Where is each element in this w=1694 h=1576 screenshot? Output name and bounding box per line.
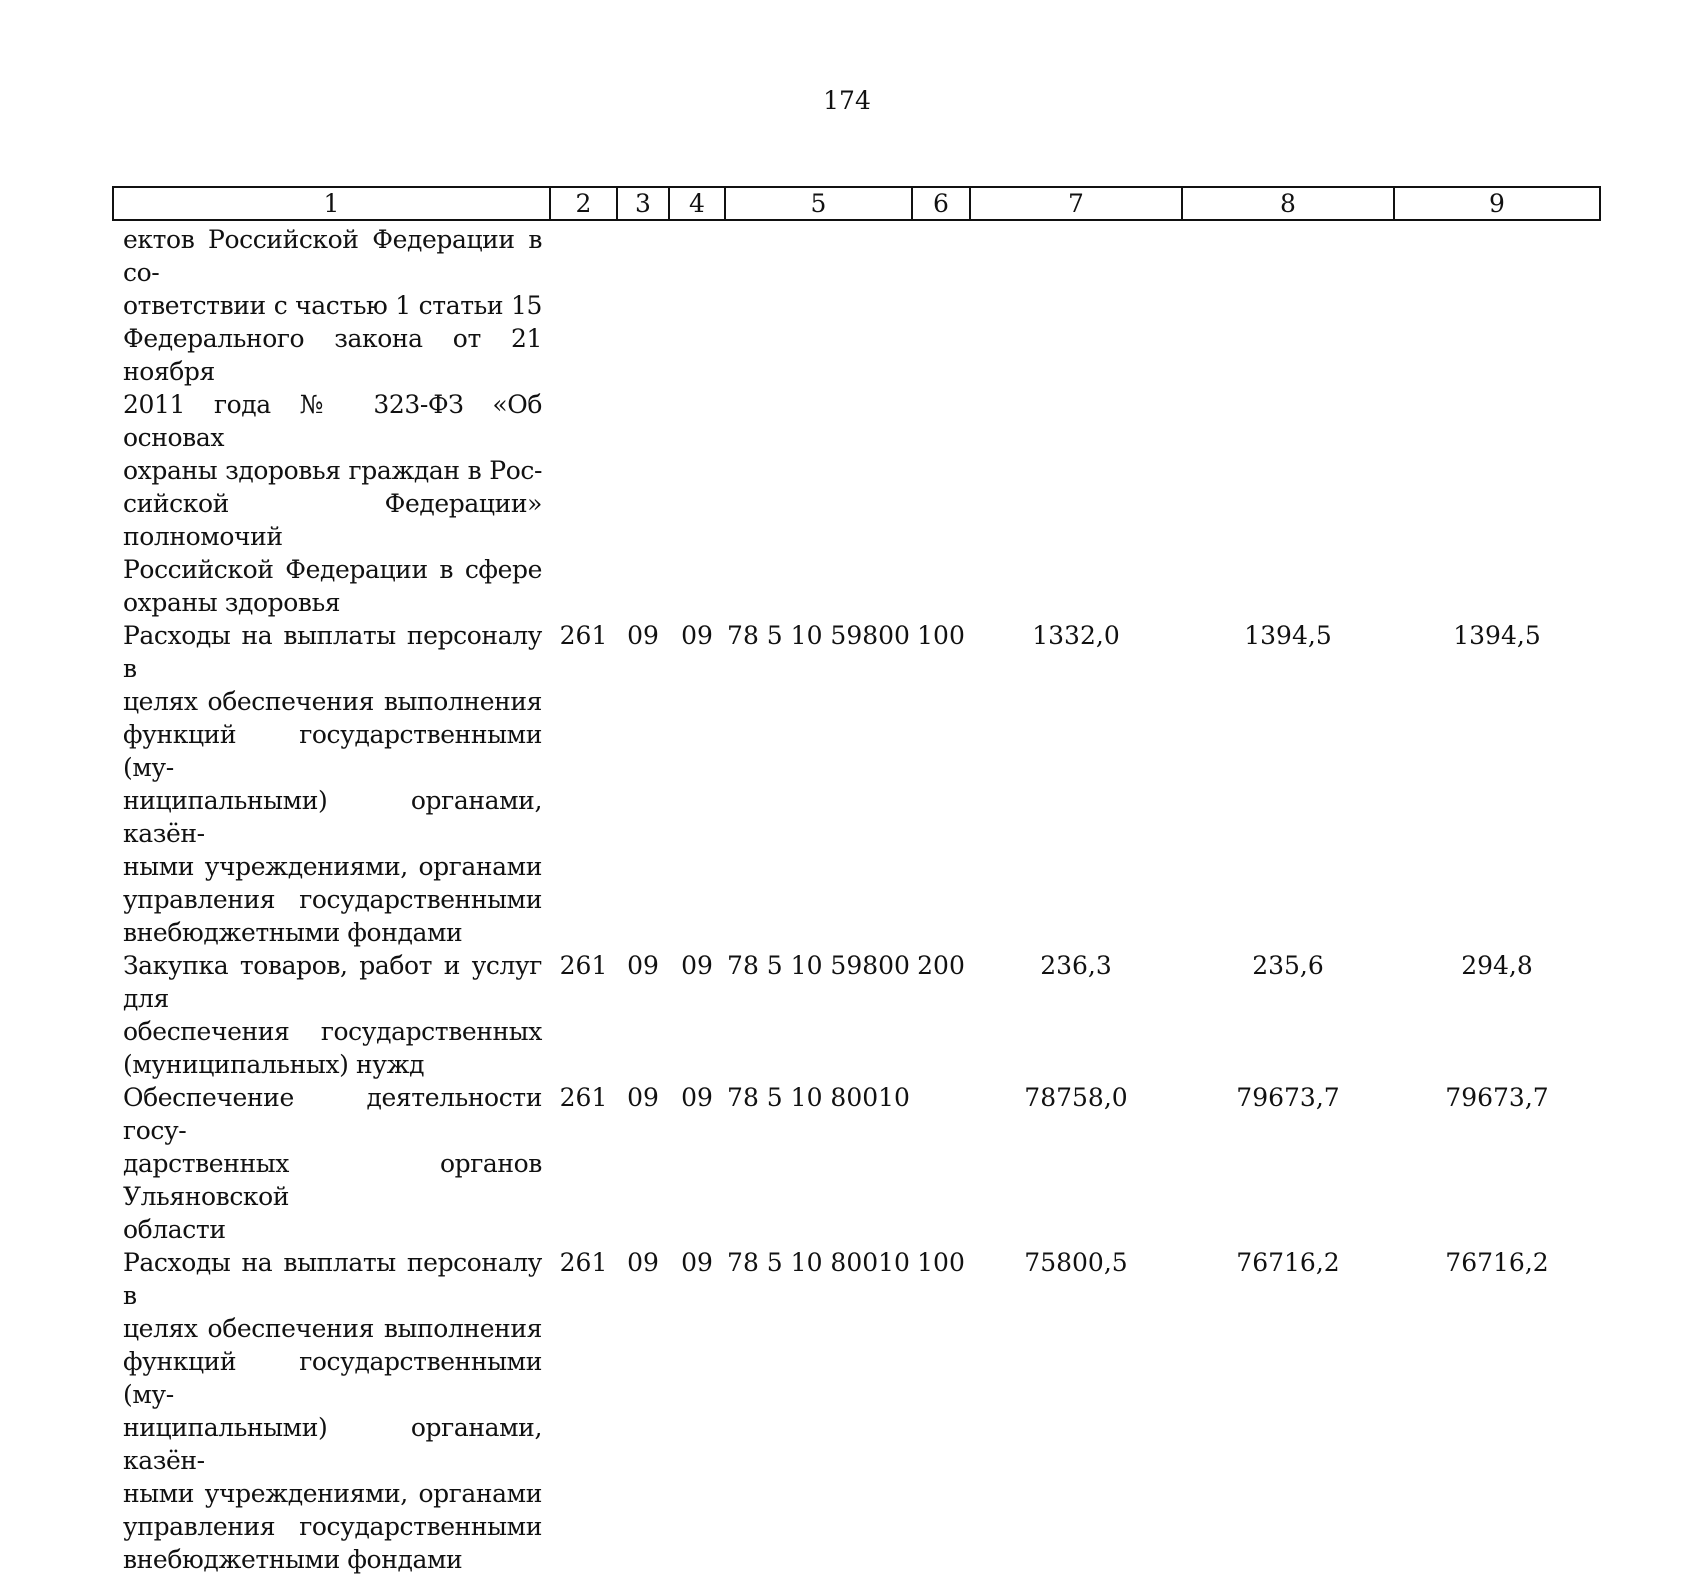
amount-col-7: 236,3 [1040, 951, 1112, 980]
subsection-code [669, 220, 725, 619]
description-line: охраны здоровья граждан в Рос- [123, 456, 542, 485]
amount-col-7 [970, 220, 1182, 619]
description-line: дарственных органов Ульяновской [123, 1149, 542, 1211]
table-row [113, 949, 1600, 1081]
description-line: (муниципальных) нужд [123, 1050, 425, 1079]
expense-type-code: 200 [917, 951, 965, 980]
description-line: функций государственными (му- [123, 1347, 542, 1409]
section-code [617, 220, 669, 619]
description-line: Российской Федерации в сфере [123, 555, 542, 584]
header-cell: 2 [550, 187, 617, 220]
description-line: Закупка товаров, работ и услуг для [123, 951, 542, 1013]
description-line: внебюджетными фондами [123, 918, 463, 947]
row-description [113, 220, 550, 619]
description-line: целях обеспечения выполнения [123, 687, 542, 716]
header-cell: 7 [970, 187, 1182, 220]
table-row [113, 1081, 1600, 1246]
header-cell: 9 [1394, 187, 1600, 220]
section-code: 09 [627, 621, 659, 650]
row-description [113, 949, 550, 1081]
row-description [113, 1081, 550, 1246]
description-line: Обеспечение деятельности госу- [123, 1083, 542, 1145]
expense-type-code: 100 [917, 621, 965, 650]
description-line: внебюджетными фондами [123, 1545, 463, 1574]
description-line: Федерального закона от 21 ноября [123, 324, 542, 386]
section-code: 09 [627, 1083, 659, 1112]
description-line: 2011 года № 323-ФЗ «Об основах [123, 390, 542, 452]
amount-col-8: 76716,2 [1236, 1248, 1340, 1277]
description-line: охраны здоровья [123, 588, 341, 617]
amount-col-8: 79673,7 [1236, 1083, 1340, 1112]
subsection-code: 09 [681, 1248, 713, 1277]
page-number: 174 [823, 86, 871, 115]
row-description [113, 619, 550, 949]
table-row [113, 619, 1600, 949]
target-article-code: 78 5 10 59800 [727, 951, 910, 980]
expense-type-code: 100 [917, 1248, 965, 1277]
header-cell: 3 [617, 187, 669, 220]
description-line: Расходы на выплаты персоналу в [123, 1248, 542, 1310]
ved-code: 261 [559, 621, 608, 650]
target-article-code: 78 5 10 80010 [727, 1248, 910, 1277]
amount-col-8 [1182, 220, 1394, 619]
amount-col-9: 76716,2 [1445, 1248, 1549, 1277]
section-code: 09 [627, 1248, 659, 1277]
table-row [113, 220, 1600, 619]
description-line: управления государственными [123, 885, 542, 914]
description-line: Расходы на выплаты персоналу в [123, 621, 542, 683]
description-line: ектов Российской Федерации в со- [123, 225, 542, 287]
row-description [113, 1246, 550, 1576]
header-row [113, 187, 1600, 220]
header-cell: 5 [725, 187, 912, 220]
amount-col-7: 75800,5 [1024, 1248, 1128, 1277]
description-line: обеспечения государственных [123, 1017, 542, 1046]
description-line: целях обеспечения выполнения [123, 1314, 542, 1343]
description-line: ответствии с частью 1 статьи 15 [123, 291, 542, 320]
ved-code [550, 220, 617, 619]
amount-col-9: 294,8 [1461, 951, 1533, 980]
subsection-code: 09 [681, 1083, 713, 1112]
amount-col-9: 79673,7 [1445, 1083, 1549, 1112]
target-article-code: 78 5 10 59800 [727, 621, 910, 650]
target-article-code [725, 220, 912, 619]
description-line: управления государственными [123, 1512, 542, 1541]
subsection-code: 09 [681, 951, 713, 980]
description-line: ными учреждениями, органами [123, 852, 542, 881]
expense-type-code [912, 220, 970, 619]
header-cell: 4 [669, 187, 725, 220]
expense-type-code [912, 1081, 970, 1246]
section-code: 09 [627, 951, 659, 980]
table-body [113, 220, 1600, 1576]
header-cell: 8 [1182, 187, 1394, 220]
budget-table [112, 186, 1601, 1576]
ved-code: 261 [559, 1248, 608, 1277]
amount-col-8: 235,6 [1252, 951, 1324, 980]
amount-col-9: 1394,5 [1453, 621, 1541, 650]
description-line: сийской Федерации» полномочий [123, 489, 542, 551]
description-line: ниципальными) органами, казён- [123, 1413, 542, 1475]
amount-col-9 [1394, 220, 1600, 619]
header-cell: 1 [113, 187, 550, 220]
ved-code: 261 [559, 1083, 608, 1112]
amount-col-7: 1332,0 [1032, 621, 1120, 650]
description-line: ными учреждениями, органами [123, 1479, 542, 1508]
description-line: функций государственными (му- [123, 720, 542, 782]
table-row [113, 1246, 1600, 1576]
target-article-code: 78 5 10 80010 [727, 1083, 910, 1112]
description-line: ниципальными) органами, казён- [123, 786, 542, 848]
description-line: области [123, 1215, 226, 1244]
subsection-code: 09 [681, 621, 713, 650]
amount-col-8: 1394,5 [1244, 621, 1332, 650]
header-cell: 6 [912, 187, 970, 220]
amount-col-7: 78758,0 [1024, 1083, 1128, 1112]
ved-code: 261 [559, 951, 608, 980]
